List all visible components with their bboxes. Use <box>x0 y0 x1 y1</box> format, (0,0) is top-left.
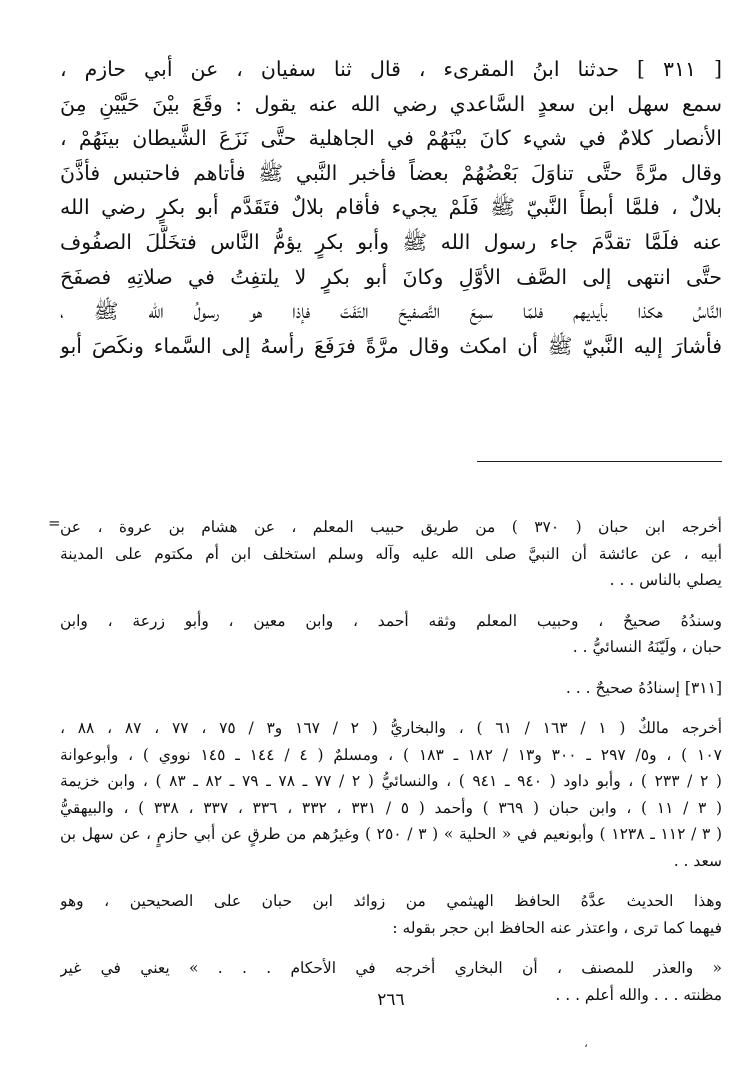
hadith-line: عنه فلَمَّا تقدَّمَ جاء رسول الله ﷺ وأبو بكرٍ يؤمُّ النَّاس فتخَلَّلَ الصفُوف <box>60 229 722 254</box>
hadith-line: فأشارَ إليه النَّبيّ ﷺ أن امكث وقال مرَّةً فرَفَعَ رأسهُ إلى السَّماء ونكَصَ أبو <box>60 333 722 358</box>
footnote-line: ١٠٧ ) ، و٥/ ٢٩٧ ـ ٣٠٠ و١٣ / ١٨٢ ـ ١٨٣ ) ، ومسلمٌ ( ٤ / ١٤٤ ـ ١٤٥ نووي ) ، وأبوعوانة <box>60 745 722 764</box>
footnote-line: ( ٢ / ٢٣٣ ) ، وأبو داود ( ٩٤٠ ـ ٩٤١ ) ، والنسائيُّ ( ٢ / ٧٧ ـ ٧٨ ـ ٧٩ ـ ٨٢ ـ ٨٣ ) ، وابن خزيمة <box>60 772 722 790</box>
page-number: ٢٦٦ <box>377 990 405 1010</box>
footnote-line: وسندُهُ صحيحٌ ، وحبيب المعلم وثقه أحمد ، وابن معين ، وأبو زرعة ، وابن <box>60 611 722 630</box>
footnote-separator <box>477 461 722 462</box>
hadith-line: حتَّى انتهى إلى الصَّف الأوَّلِ وكانَ أبو بكرٍ لا يلتفِتُ في صلاتِهِ فصفَحَ <box>60 264 722 289</box>
footnote-line: مظنته . . . والله أعلم . . . <box>555 985 722 1004</box>
footnote-block <box>60 608 722 661</box>
hadith-line: بلالٌ ، فلمَّا أبطأَ النَّبيّ ﷺ فَلَمْ يجيء فأقام بلالٌ فتَقَدَّم أبو بكرٍ رضي الله <box>60 195 722 220</box>
footnote-line: حبان ، ولَيّنَهُ النسائيُّ . . <box>572 638 722 656</box>
footnote-line: أبيه ، عن عائشة أن النبيَّ صلى الله عليه وآله وسلم استخلف ابن أم مكتوم على المدينة <box>60 544 722 563</box>
footnotes-section <box>60 514 722 1022</box>
footnote-line: [٣١١] إسنادُهُ صحيحٌ . . . <box>565 678 722 697</box>
footnote-line: يصلي بالناس . . . <box>609 571 722 589</box>
hadith-line: سمع سهل ابن سعدٍ السَّاعدي رضي الله عنه يقول : وقَعَ بيْنَ حَيَّيْنِ مِنَ <box>60 91 722 116</box>
footnote-line: سعد . . <box>673 851 722 870</box>
hadith-line: وقال مرَّةً حتَّى تناوَلَ بَعْضُهُمْ بعضاً فأخبر النَّبي ﷺ فأتاهم فاحتبس فأذَّنَ <box>60 160 722 185</box>
hadith-line: [ ٣١١ ] حدثنا ابنُ المقرىء ، قال ثنا سفيان ، عن أبي حازم ، <box>60 57 722 81</box>
footnote-block <box>60 514 722 594</box>
footnote-block <box>60 715 722 874</box>
hadith-line: النَّاسُ هكذا بأيديهم فلمّا سمِعَ التَّصفيحَ التَفَتَ فإذا هو رسولُ الله ﷺ ، <box>60 299 722 324</box>
footnote-block <box>60 675 722 702</box>
footnote-line: ( ٣ / ١١٢ ـ ١٢٣٨ ) وأبونعيم في « الحلية » ( ٣ / ٢٥٠ ) وغيرُهم من طرقٍ عن أبي حازمٍ ، عن سهل بن <box>60 825 722 843</box>
footnote-block <box>60 888 722 941</box>
hadith-line: الأنصار كلامٌ في شيء كانَ بيْنَهُمْ في الجاهلية حتَّى نَزَعَ الشَّيطان بينَهُمْ ، <box>60 126 722 151</box>
document-page <box>48 52 722 1052</box>
footnote-line: أخرجه مالكٌ ( ١ / ١٦٣ / ٦١ ) ، والبخاريُّ ( ٢ / ١٦٧ و٣ / ٧٥ ، ٧٧ ، ٨٧ ، ٨٨ ، <box>60 719 722 737</box>
stray-mark: ، <box>584 1036 588 1050</box>
footnote-line: أخرجه ابن حبان ( ٣٧٠ ) من طريق حبيب المعلم ، عن هشام بن عروة ، عن <box>60 518 722 536</box>
footnote-line: وهذا الحديث عدَّهُ الحافظ الهيثمي من زوائد ابن حبان على الصحيحين ، وهو <box>60 892 722 910</box>
hadith-main-text <box>60 52 722 363</box>
footnote-continuation-marker: = <box>48 514 61 532</box>
footnote-line: ( ٣ / ١١ ) ، وابن حبان ( ٣٦٩ ) وأحمد ( ٥ / ٣٣١ ، ٣٣٢ ، ٣٣٦ ، ٣٣٧ ، ٣٣٨ ) ، والبيهقيُّ <box>60 798 722 817</box>
footnote-line: فيهما كما ترى ، واعتذر عنه الحافظ ابن حجر بقوله : <box>392 918 722 937</box>
footnote-line: « والعذر للمصنف ، أن البخاري أخرجه في الأحكام . . . » يعني في غير <box>60 959 722 977</box>
